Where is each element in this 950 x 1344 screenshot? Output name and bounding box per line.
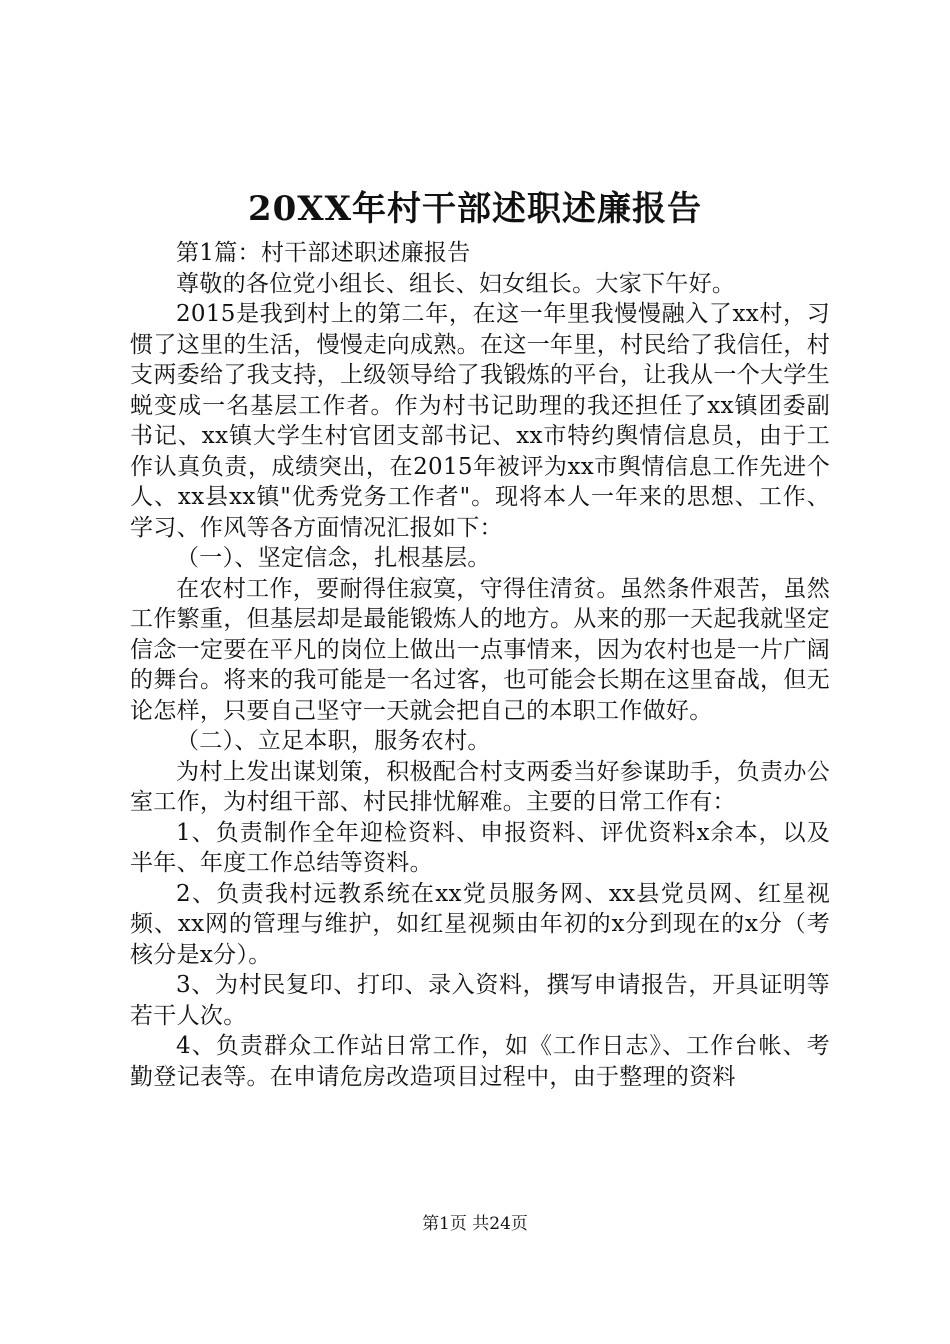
document-title: 20XX年村干部述职述廉报告 bbox=[247, 189, 703, 229]
greeting-paragraph: 尊敬的各位党小组长、组长、妇女组长。大家下午好。 bbox=[176, 270, 736, 297]
list-item: 1、负责制作全年迎检资料、申报资料、评优资料x余本，以及半年、年度工作总结等资料。 bbox=[130, 819, 830, 876]
intro-paragraph: 2015是我到村上的第二年，在这一年里我慢慢融入了xx村，习惯了这里的生活，慢慢走向成熟。在这一年里，村民给了我信任，村支两委给了我支持，上级领导给了我锻炼的平台，让我从一个大学生蜕变成一名基层工作者。作为村书记助理的我还担任了xx镇团委副书记、xx镇大学生村官团支部书记、xx市特约舆情信息员，由于工作认真负责，成绩突出，在2015年被评为xx市舆情信息工作先进个人、xx县xx镇"优秀党务工作者"。现将本人一年来的思想、工作、学习、作风等各方面情况汇报如下： bbox=[130, 301, 830, 541]
list-item: 4、负责群众工作站日常工作，如《工作日志》、工作台帐、考勤登记表等。在申请危房改造项目过程中，由于整理的资料 bbox=[130, 1033, 830, 1090]
document-body bbox=[130, 238, 830, 1092]
page-footer: 第1页 共24页 bbox=[422, 1214, 528, 1234]
subheading-two: （二）、立足本职，服务农村。 bbox=[176, 728, 491, 754]
body-paragraph: 为村上发出谋划策，积极配合村支两委当好参谋助手，负责办公室工作，为村组干部、村民排忧解难。主要的日常工作有： bbox=[130, 758, 830, 815]
subheading-one: （一）、坚定信念，扎根基层。 bbox=[176, 545, 491, 571]
list-item: 2、负责我村远教系统在xx党员服务网、xx县党员网、红星视频、xx网的管理与维护，如红星视频由年初的x分到现在的x分（考核分是x分）。 bbox=[130, 880, 830, 968]
section-heading: 第1篇：村干部述职述廉报告 bbox=[176, 240, 471, 266]
list-item: 3、为村民复印、打印、录入资料，撰写申请报告，开具证明等若干人次。 bbox=[130, 972, 830, 1029]
body-paragraph: 在农村工作，要耐得住寂寞，守得住清贫。虽然条件艰苦，虽然工作繁重，但基层却是最能锻炼人的地方。从来的那一天起我就坚定信念一定要在平凡的岗位上做出一点事情来，因为农村也是一片广阔的舞台。将来的我可能是一名过客，也可能会长期在这里奋战，但无论怎样，只要自己坚守一天就会把自己的本职工作做好。 bbox=[130, 575, 830, 724]
